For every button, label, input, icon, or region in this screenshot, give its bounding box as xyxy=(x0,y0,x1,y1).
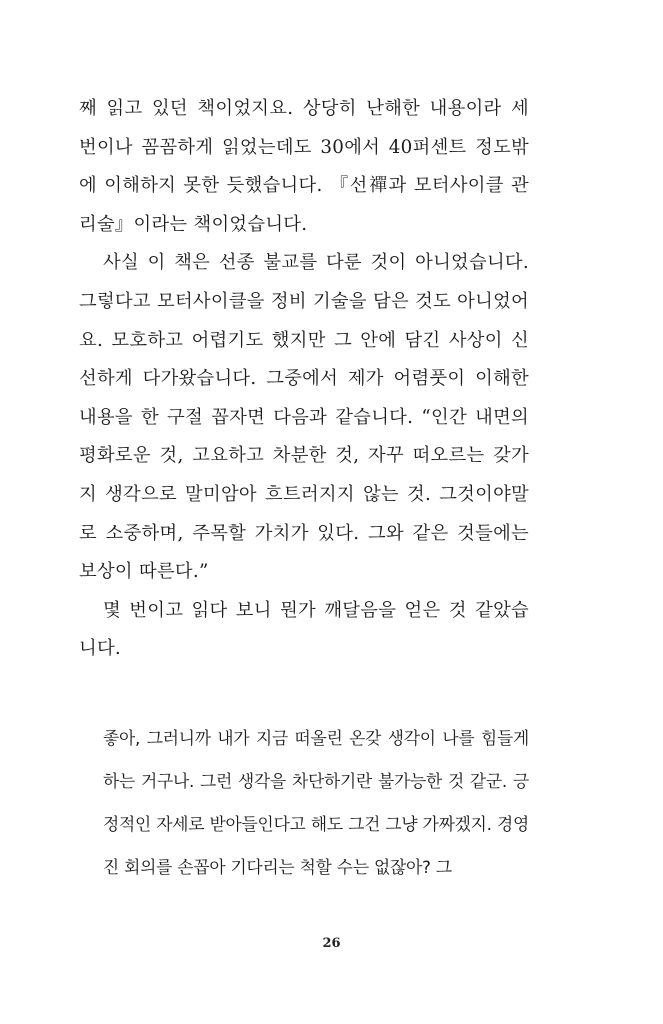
inner-thought-block xyxy=(103,717,529,889)
paragraph: 몇 번이고 읽다 보니 뭔가 깨달음을 얻은 것 같았습니다. xyxy=(79,599,529,660)
inner-thought-text: 좋아, 그러니까 내가 지금 떠올린 온갖 생각이 나를 힘들게 하는 거구나. 그런 생각을 차단하기란 불가능한 것 같군. 긍정적인 자세로 받아들인다고 해도 그건 그냥 가짜겠지. 경영진 회의를 손꼽아 기다리는 척할 수는 없잖아? 그 xyxy=(103,728,529,877)
paragraph: 째 읽고 있던 책이었지요. 상당히 난해한 내용이라 세 번이나 꼼꼼하게 읽었는데도 30에서 40퍼센트 정도밖에 이해하지 못한 듯했습니다. 『선禪과 모터사이클 관리술』이라는 책이었습니다. xyxy=(79,98,529,235)
page-number: 26 xyxy=(322,936,341,951)
paragraph: 사실 이 책은 선종 불교를 다룬 것이 아니었습니다. 그렇다고 모터사이클을 정비 기술을 담은 것도 아니었어요. 모호하고 어렵기도 했지만 그 안에 담긴 사상이 신선하게 다가왔습니다. 그중에서 제가 어렴풋이 이해한 내용을 한 구절 꼽자면 다음과 같습니다. “인간 내면의 평화로운 것, 고요하고 차분한 것, 자꾸 떠오르는 갖가지 생각으로 말미암아 흐트러지지 않는 것. 그것이야말로 소중하며, 주목할 가치가 있다. 그와 같은 것들에는 보상이 따른다.” xyxy=(79,252,529,583)
body-text xyxy=(79,90,529,669)
